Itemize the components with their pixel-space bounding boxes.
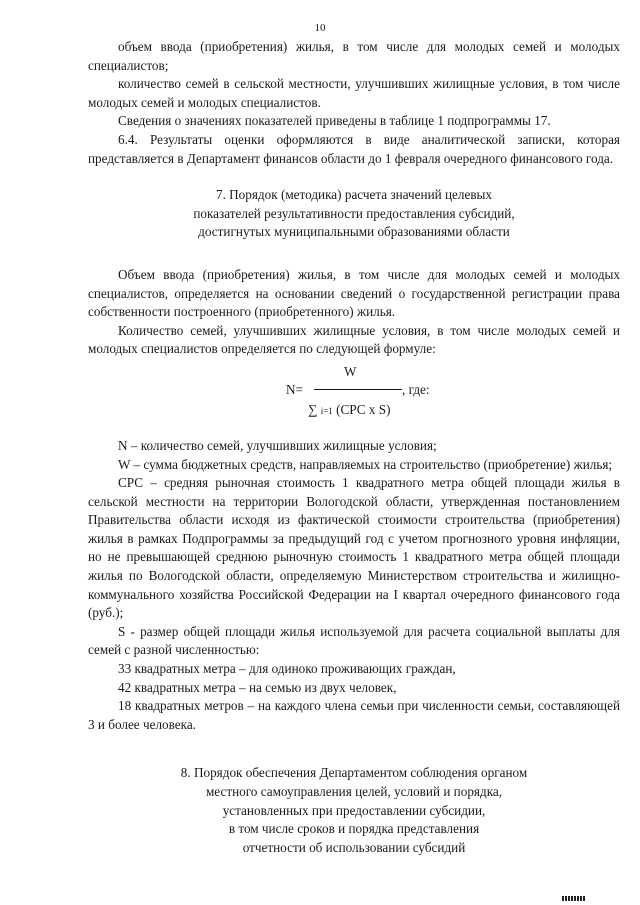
definition: 33 квадратных метра – для одиноко проживающих граждан, [118, 661, 456, 677]
paragraph: Объем ввода (приобретения) жилья, в том числе для молодых семей и молодых специалистов, определяется на основании сведений о государственной регистрации права собственности построенного (приобретенного) жилья. [88, 266, 620, 320]
paragraph: количество семей в сельской местности, улучшивших жилищные условия, в том числе молодых семей и молодых специалистов. [88, 76, 620, 110]
paragraph: Количество семей, улучшивших жилищные условия, в том числе молодых семей и молодых специалистов определяется по следующей формуле: [88, 322, 620, 357]
page-number: 10 [314, 22, 326, 34]
definition: 42 квадратных метра – на семью из двух человек, [118, 679, 397, 695]
heading-line: достигнутых муниципальными образованиями области [198, 224, 510, 240]
definition: 18 квадратных метров – на каждого члена семьи при численности семьи, составляющей 3 и более человека. [88, 698, 620, 732]
fraction-bar [314, 389, 402, 390]
heading-line: 7. Порядок (методика) расчета значений целевых [215, 187, 493, 203]
formula [88, 363, 620, 427]
sum-symbol: ∑ [308, 401, 318, 417]
section-7-heading [88, 186, 620, 242]
paragraph: объем ввода (приобретения) жилья, в том числе для молодых семей и молодых специалистов; [88, 39, 620, 73]
heading-line: отчетности об использовании субсидий [242, 839, 466, 855]
sum-index: i=1 [320, 405, 333, 416]
definition: S - размер общей площади жилья используемой для расчета социальной выплаты для семей с разной численностью: [88, 623, 620, 658]
paragraph: Сведения о значениях показателей приведены в таблице 1 подпрограммы 17. [118, 113, 551, 129]
definition: СРС – средняя рыночная стоимость 1 квадратного метра общей площади жилья в сельской местности на территории Вологодской области, утвержденная постановлением Правительства области исходя из фактической стоимости строительства (приобретения) жилья в рамках Подпрограммы за предыдущий год с учетом прогнозного уровня инфляции, но не превышающей среднюю рыночную стоимость 1 квадратного метра общей площади жилья по Вологодской области, определяемую Министерством строительства и жилищно-коммунального хозяйства Российской Федерации на I квартал очередного финансового года (руб.); [88, 475, 620, 621]
formula-tail: , где: [402, 381, 430, 397]
definition: W – сумма бюджетных средств, направляемых на строительство (приобретение) жилья; [118, 456, 613, 472]
definition: N – количество семей, улучшивших жилищные условия; [118, 437, 437, 453]
formula-numerator: W [344, 363, 357, 379]
section-8-heading [88, 764, 620, 857]
heading-line: местного самоуправления целей, условий и порядка, [205, 784, 503, 799]
document-body [88, 38, 620, 857]
heading-line: в том числе сроков и порядка представления [228, 821, 480, 837]
formula-lhs: N= [286, 381, 303, 397]
scan-barcode-mark [562, 896, 586, 901]
heading-line: показателей результативности предоставления субсидий, [193, 205, 515, 221]
paragraph: 6.4. Результаты оценки оформляются в виде аналитической записки, которая представляется в Департамент финансов области до 1 февраля очередного финансового года. [88, 131, 620, 166]
denominator-expression: (СРС х S) [336, 401, 391, 417]
heading-line: 8. Порядок обеспечения Департаментом соблюдения органом [180, 765, 528, 781]
heading-line: установленных при предоставлении субсидии, [222, 802, 486, 818]
formula-denominator [308, 401, 390, 421]
